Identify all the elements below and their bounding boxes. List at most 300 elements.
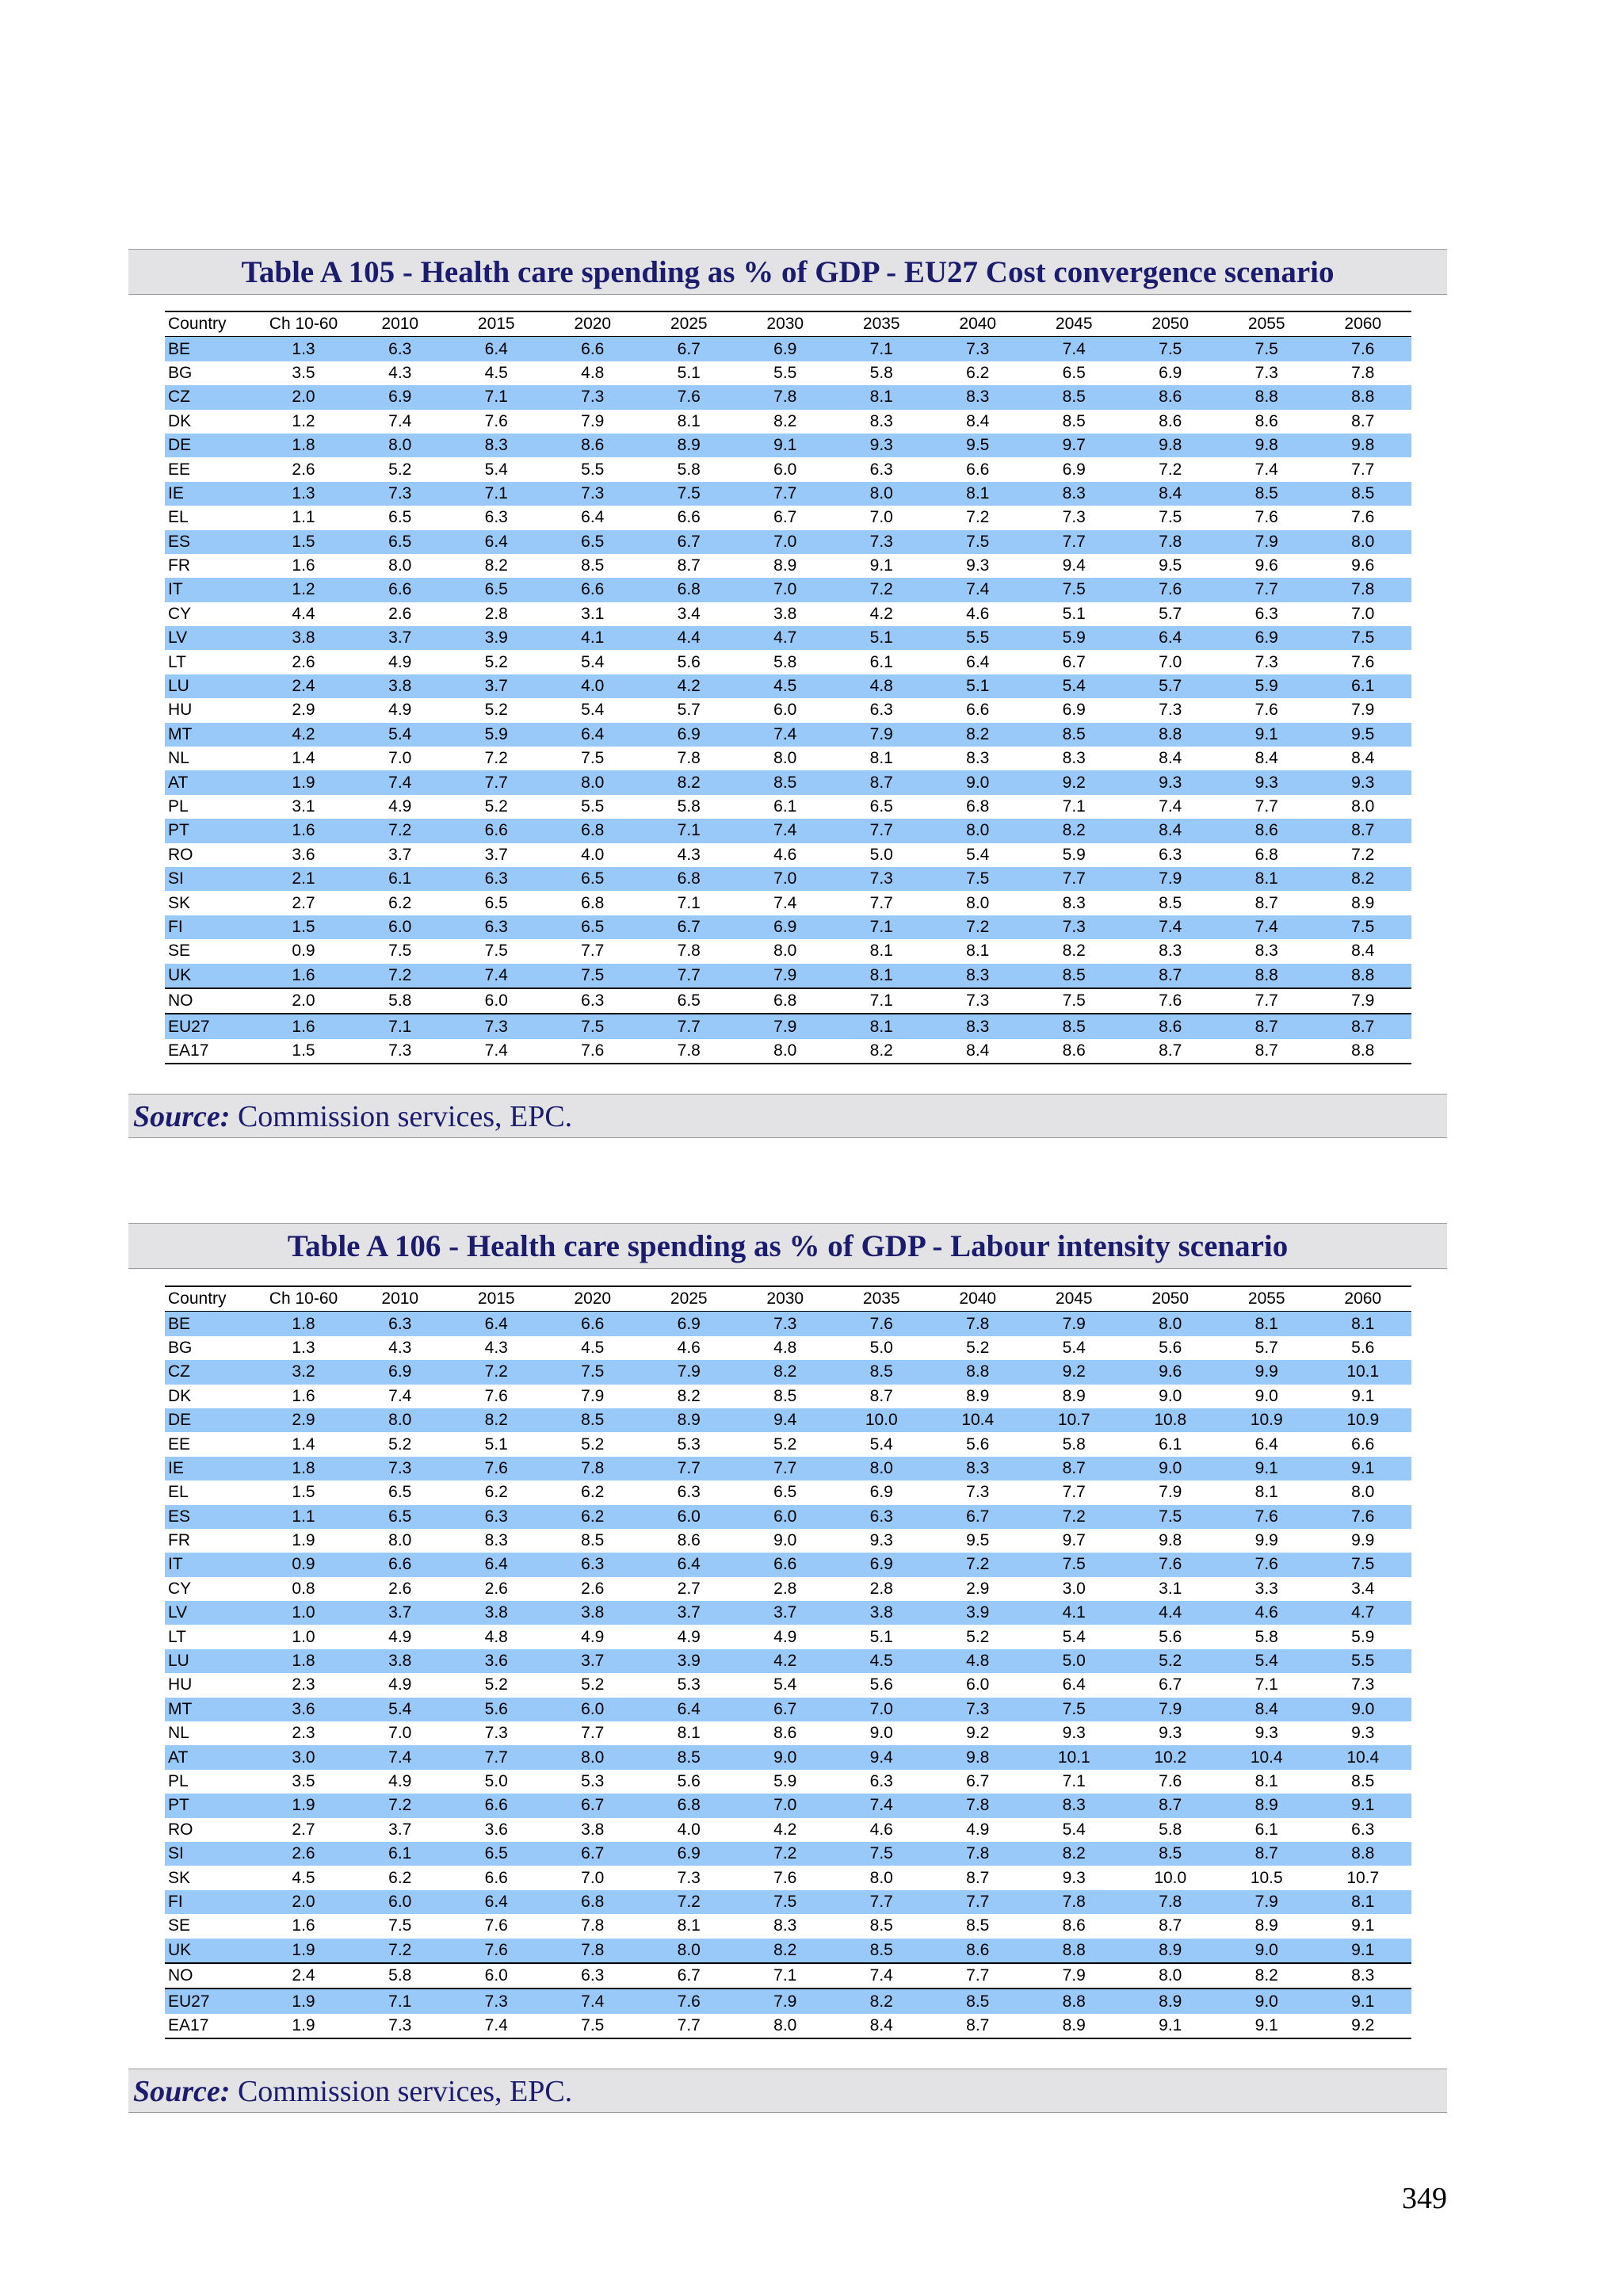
value-cell: 8.7 <box>1122 964 1219 988</box>
value-cell: 3.7 <box>737 1601 834 1625</box>
value-cell: 6.7 <box>966 1772 990 1790</box>
value-cell: 4.7 <box>737 626 834 650</box>
value-cell: 8.9 <box>1254 1916 1278 1935</box>
table-row <box>165 819 1411 842</box>
value-cell: 8.3 <box>484 1531 508 1550</box>
value-cell: 7.5 <box>1159 508 1182 527</box>
value-cell: 8.0 <box>1159 1966 1182 1985</box>
table-row <box>165 964 1411 988</box>
value-cell: 1.8 <box>255 1312 352 1336</box>
value-cell: 6.3 <box>1159 845 1182 864</box>
value-cell: 7.2 <box>352 1939 449 1963</box>
value-cell: 4.8 <box>930 1649 1026 1673</box>
value-cell: 6.0 <box>773 701 797 720</box>
value-cell: 3.6 <box>292 845 315 864</box>
value-cell: 2.9 <box>292 701 315 720</box>
value-cell: 5.5 <box>930 626 1026 650</box>
value-cell: 6.5 <box>677 991 701 1010</box>
value-cell: 7.9 <box>737 1014 834 1038</box>
value-cell: 3.8 <box>544 1601 641 1625</box>
value-cell: 9.9 <box>1219 1360 1316 1384</box>
value-cell: 5.9 <box>1219 674 1316 698</box>
value-cell: 8.0 <box>834 1457 930 1480</box>
column-header: 2025 <box>670 315 708 334</box>
value-cell: 9.1 <box>1254 2015 1278 2034</box>
value-cell: 7.2 <box>1026 1505 1123 1529</box>
value-cell: 10.9 <box>1219 1408 1316 1432</box>
value-cell: 7.7 <box>677 2015 701 2034</box>
value-cell: 7.9 <box>834 723 930 747</box>
value-cell: 1.3 <box>292 1338 315 1357</box>
value-cell: 6.6 <box>484 1868 508 1887</box>
page-number: 349 <box>1402 2182 1447 2215</box>
value-cell: 9.9 <box>1351 1531 1375 1550</box>
value-cell: 8.8 <box>1026 1988 1123 2013</box>
value-cell: 5.3 <box>677 1675 701 1694</box>
table-row <box>165 1649 1411 1673</box>
value-cell: 7.3 <box>1159 701 1182 720</box>
value-cell: 7.1 <box>834 337 930 361</box>
value-cell: 3.6 <box>255 1698 352 1721</box>
value-cell: 8.1 <box>930 482 1026 506</box>
value-cell: 6.9 <box>1219 626 1316 650</box>
column-header: 2050 <box>1151 315 1190 334</box>
table-row <box>165 1014 1411 1038</box>
value-cell: 6.3 <box>352 1312 449 1336</box>
value-cell: 1.5 <box>292 1041 315 1060</box>
value-cell: 4.5 <box>292 1868 315 1887</box>
value-cell: 9.0 <box>737 1745 834 1769</box>
value-cell: 1.1 <box>292 508 315 527</box>
value-cell: 8.4 <box>1351 749 1375 768</box>
value-cell: 4.3 <box>388 363 412 382</box>
value-cell: 10.7 <box>1346 1868 1380 1887</box>
value-cell: 2.3 <box>292 1675 315 1694</box>
value-cell: 8.5 <box>834 1360 930 1384</box>
value-cell: 5.0 <box>869 1338 893 1357</box>
value-cell: 5.7 <box>677 701 701 720</box>
value-cell: 9.5 <box>1315 723 1411 747</box>
value-cell: 1.6 <box>255 964 352 988</box>
value-cell: 2.7 <box>292 1820 315 1839</box>
value-cell: 1.4 <box>292 1435 315 1454</box>
value-cell: 6.2 <box>484 1483 508 1502</box>
value-cell: 9.1 <box>1351 1916 1375 1935</box>
value-cell: 6.5 <box>869 797 893 816</box>
value-cell: 5.1 <box>1062 604 1086 623</box>
value-cell: 7.7 <box>641 1014 738 1038</box>
value-cell: 7.9 <box>581 411 605 430</box>
value-cell: 7.0 <box>1159 652 1182 671</box>
table-row <box>165 1818 1411 1842</box>
value-cell: 9.3 <box>1219 770 1316 794</box>
table-row <box>165 385 1411 409</box>
value-cell: 6.3 <box>677 1483 701 1502</box>
value-cell: 1.4 <box>292 749 315 768</box>
value-cell: 8.0 <box>869 1868 893 1887</box>
country-cell: MT <box>165 1698 255 1721</box>
value-cell: 2.3 <box>292 1724 315 1743</box>
value-cell: 9.4 <box>834 1745 930 1769</box>
value-cell: 8.2 <box>1026 819 1123 842</box>
value-cell: 1.6 <box>255 819 352 842</box>
country-cell: PT <box>165 819 255 842</box>
value-cell: 8.3 <box>966 749 990 768</box>
value-cell: 5.6 <box>677 1772 701 1790</box>
value-cell: 5.2 <box>484 1675 508 1694</box>
value-cell: 7.3 <box>449 1014 545 1038</box>
table-row <box>165 939 1411 963</box>
value-cell: 7.4 <box>930 578 1026 602</box>
value-cell: 6.9 <box>641 1312 738 1336</box>
value-cell: 6.6 <box>544 1312 641 1336</box>
value-cell: 6.3 <box>352 337 449 361</box>
value-cell: 8.0 <box>773 942 797 961</box>
table-row <box>165 1625 1411 1648</box>
value-cell: 4.9 <box>388 797 412 816</box>
value-cell: 2.0 <box>292 991 315 1010</box>
value-cell: 2.9 <box>966 1579 990 1598</box>
country-cell: PL <box>168 797 189 816</box>
value-cell: 8.7 <box>1351 411 1375 430</box>
value-cell: 7.5 <box>1315 626 1411 650</box>
value-cell: 7.4 <box>1122 915 1219 939</box>
value-cell: 8.7 <box>1219 1014 1316 1038</box>
value-cell: 7.2 <box>1159 460 1182 479</box>
country-cell: RO <box>168 1820 193 1839</box>
value-cell: 8.7 <box>1315 1014 1411 1038</box>
table-row <box>165 626 1411 650</box>
value-cell: 9.5 <box>930 434 1026 457</box>
value-cell: 10.0 <box>1154 1868 1187 1887</box>
value-cell: 4.6 <box>677 1338 701 1357</box>
table-row <box>165 482 1411 506</box>
value-cell: 6.7 <box>641 337 738 361</box>
value-cell: 9.8 <box>1122 434 1219 457</box>
value-cell: 6.4 <box>1122 626 1219 650</box>
value-cell: 6.2 <box>966 363 990 382</box>
table-row <box>165 1577 1411 1601</box>
value-cell: 9.6 <box>1122 1360 1219 1384</box>
value-cell: 7.6 <box>834 1312 930 1336</box>
value-cell: 6.1 <box>352 867 449 891</box>
table-row <box>165 1601 1411 1625</box>
value-cell: 6.5 <box>544 530 641 554</box>
table-row <box>165 1698 1411 1721</box>
value-cell: 8.5 <box>1026 1014 1123 1038</box>
value-cell: 9.3 <box>1062 1724 1086 1743</box>
country-cell: NL <box>168 749 189 768</box>
value-cell: 10.2 <box>1122 1745 1219 1769</box>
value-cell: 8.0 <box>930 819 1026 842</box>
value-cell: 8.5 <box>1159 893 1182 912</box>
value-cell: 7.5 <box>930 867 1026 891</box>
value-cell: 7.7 <box>1254 797 1278 816</box>
value-cell: 1.3 <box>255 337 352 361</box>
value-cell: 7.5 <box>1122 1505 1219 1529</box>
value-cell: 8.6 <box>930 1939 1026 1963</box>
value-cell: 8.6 <box>677 1531 701 1550</box>
value-cell: 8.1 <box>677 411 701 430</box>
table-106 <box>165 1286 1411 2039</box>
table-row <box>165 891 1411 915</box>
value-cell: 6.5 <box>388 1483 412 1502</box>
value-cell: 7.4 <box>1159 797 1182 816</box>
value-cell: 2.6 <box>255 1842 352 1866</box>
table-row <box>165 1963 1411 1988</box>
value-cell: 4.3 <box>677 845 701 864</box>
value-cell: 7.7 <box>834 819 930 842</box>
country-cell: IE <box>165 1457 255 1480</box>
value-cell: 7.5 <box>1315 1553 1411 1576</box>
value-cell: 3.9 <box>930 1601 1026 1625</box>
value-cell: 7.4 <box>449 964 545 988</box>
country-cell: LU <box>165 674 255 698</box>
value-cell: 8.1 <box>966 942 990 961</box>
value-cell: 5.4 <box>1062 1820 1086 1839</box>
table-row <box>165 1939 1411 1963</box>
value-cell: 6.3 <box>484 508 508 527</box>
value-cell: 7.4 <box>388 1386 412 1405</box>
value-cell: 7.4 <box>773 893 797 912</box>
value-cell: 1.8 <box>255 434 352 457</box>
value-cell: 7.2 <box>1351 845 1375 864</box>
value-cell: 2.4 <box>255 674 352 698</box>
country-cell: PL <box>168 1772 189 1790</box>
value-cell: 4.5 <box>834 1649 930 1673</box>
country-cell: MT <box>165 723 255 747</box>
value-cell: 0.8 <box>292 1579 315 1598</box>
value-cell: 7.8 <box>677 942 701 961</box>
value-cell: 7.3 <box>966 1483 990 1502</box>
value-cell: 10.4 <box>1219 1745 1316 1769</box>
value-cell: 7.1 <box>1254 1675 1278 1694</box>
value-cell: 7.5 <box>388 942 412 961</box>
value-cell: 9.0 <box>1159 1386 1182 1405</box>
value-cell: 8.5 <box>966 1916 990 1935</box>
value-cell: 7.6 <box>1122 578 1219 602</box>
table-row <box>165 1457 1411 1480</box>
value-cell: 7.3 <box>544 385 641 409</box>
value-cell: 8.7 <box>966 2015 990 2034</box>
country-cell: SK <box>168 893 191 912</box>
value-cell: 5.6 <box>869 1675 893 1694</box>
country-cell: NO <box>168 991 193 1010</box>
value-cell: 2.4 <box>292 1966 315 1985</box>
value-cell: 1.0 <box>255 1601 352 1625</box>
value-cell: 4.1 <box>544 626 641 650</box>
table-row <box>165 337 1411 361</box>
value-cell: 5.4 <box>1219 1649 1316 1673</box>
value-cell: 1.8 <box>255 1649 352 1673</box>
column-header: 2030 <box>766 315 804 334</box>
value-cell: 7.1 <box>641 819 738 842</box>
value-cell: 7.5 <box>834 1842 930 1866</box>
value-cell: 6.0 <box>352 915 449 939</box>
value-cell: 4.3 <box>388 1338 412 1357</box>
value-cell: 5.8 <box>1062 1435 1086 1454</box>
value-cell: 8.0 <box>966 893 990 912</box>
value-cell: 8.0 <box>352 434 449 457</box>
value-cell: 7.4 <box>352 770 449 794</box>
value-cell: 8.4 <box>1122 819 1219 842</box>
value-cell: 9.2 <box>1026 1360 1123 1384</box>
value-cell: 2.6 <box>292 460 315 479</box>
value-cell: 9.3 <box>966 556 990 575</box>
value-cell: 1.9 <box>292 2015 315 2034</box>
table-row <box>165 1745 1411 1769</box>
table-row <box>165 602 1411 626</box>
value-cell: 8.6 <box>1159 411 1182 430</box>
value-cell: 7.6 <box>1122 1553 1219 1576</box>
value-cell: 4.6 <box>966 604 990 623</box>
value-cell: 4.9 <box>388 701 412 720</box>
value-cell: 8.1 <box>834 964 930 988</box>
value-cell: 6.4 <box>966 652 990 671</box>
value-cell: 6.8 <box>544 819 641 842</box>
value-cell: 9.1 <box>1219 1457 1316 1480</box>
value-cell: 7.6 <box>1351 508 1375 527</box>
value-cell: 9.1 <box>1219 723 1316 747</box>
value-cell: 8.6 <box>1122 1014 1219 1038</box>
value-cell: 8.7 <box>1219 1842 1316 1866</box>
value-cell: 5.4 <box>581 652 605 671</box>
value-cell: 5.3 <box>677 1435 701 1454</box>
value-cell: 8.2 <box>737 1939 834 1963</box>
value-cell: 9.1 <box>1351 1386 1375 1405</box>
value-cell: 6.5 <box>1062 363 1086 382</box>
country-cell: LT <box>168 652 186 671</box>
column-header: 2020 <box>574 1289 612 1308</box>
value-cell: 6.6 <box>449 819 545 842</box>
value-cell: 7.6 <box>1254 701 1278 720</box>
table-row <box>165 988 1411 1014</box>
value-cell: 6.4 <box>449 1312 545 1336</box>
value-cell: 6.8 <box>641 1794 738 1817</box>
value-cell: 8.5 <box>1026 723 1123 747</box>
value-cell: 8.7 <box>1254 893 1278 912</box>
table-105-source <box>128 1094 1447 1138</box>
value-cell: 6.5 <box>773 1483 797 1502</box>
value-cell: 6.3 <box>449 867 545 891</box>
value-cell: 6.9 <box>834 1553 930 1576</box>
value-cell: 8.0 <box>773 2015 797 2034</box>
value-cell: 9.1 <box>1315 1988 1411 2013</box>
value-cell: 8.5 <box>1315 482 1411 506</box>
table-106-source <box>128 2069 1447 2113</box>
value-cell: 8.3 <box>1159 942 1182 961</box>
country-cell: NO <box>168 1966 193 1985</box>
value-cell: 7.7 <box>1219 578 1316 602</box>
value-cell: 8.2 <box>869 1041 893 1060</box>
country-cell: UK <box>165 964 255 988</box>
value-cell: 7.0 <box>388 1724 412 1743</box>
value-cell: 8.5 <box>869 1916 893 1935</box>
value-cell: 7.1 <box>1062 1772 1086 1790</box>
value-cell: 8.7 <box>1026 1457 1123 1480</box>
value-cell: 7.5 <box>544 964 641 988</box>
country-cell: RO <box>168 845 193 864</box>
value-cell: 8.0 <box>352 1408 449 1432</box>
value-cell: 5.6 <box>1159 1627 1182 1646</box>
country-cell: CY <box>168 1579 192 1598</box>
table-row <box>165 1914 1411 1938</box>
table-row <box>165 554 1411 578</box>
value-cell: 6.9 <box>737 337 834 361</box>
country-cell: HU <box>168 1675 193 1694</box>
value-cell: 8.0 <box>388 1531 412 1550</box>
value-cell: 9.3 <box>1315 770 1411 794</box>
value-cell: 6.6 <box>544 337 641 361</box>
value-cell: 4.2 <box>737 1649 834 1673</box>
country-cell: AT <box>165 1745 255 1769</box>
value-cell: 8.0 <box>544 770 641 794</box>
column-header: 2030 <box>766 1289 804 1308</box>
value-cell: 8.4 <box>1351 942 1375 961</box>
value-cell: 5.8 <box>677 797 701 816</box>
value-cell: 7.4 <box>834 1794 930 1817</box>
column-header: 2015 <box>477 315 515 334</box>
value-cell: 3.8 <box>834 1601 930 1625</box>
value-cell: 7.8 <box>1315 578 1411 602</box>
value-cell: 8.1 <box>1219 867 1316 891</box>
country-cell: SE <box>168 942 191 961</box>
value-cell: 7.2 <box>449 1360 545 1384</box>
table-row <box>165 1039 1411 1064</box>
table-row <box>165 1360 1411 1384</box>
value-cell: 0.9 <box>255 1553 352 1576</box>
value-cell: 7.7 <box>641 1457 738 1480</box>
value-cell: 7.9 <box>1351 991 1375 1010</box>
value-cell: 9.2 <box>1026 770 1123 794</box>
table-row <box>165 915 1411 939</box>
value-cell: 7.5 <box>581 749 605 768</box>
column-header: 2010 <box>381 1289 419 1308</box>
value-cell: 6.2 <box>544 1505 641 1529</box>
country-cell: LU <box>165 1649 255 1673</box>
value-cell: 6.6 <box>966 701 990 720</box>
table-row <box>165 578 1411 602</box>
value-cell: 8.2 <box>737 1360 834 1384</box>
value-cell: 8.1 <box>1254 1772 1278 1790</box>
value-cell: 6.8 <box>641 867 738 891</box>
column-header: 2050 <box>1151 1289 1190 1308</box>
country-cell: CY <box>168 604 192 623</box>
value-cell: 6.7 <box>544 1794 641 1817</box>
value-cell: 8.2 <box>834 1988 930 2013</box>
value-cell: 7.5 <box>641 482 738 506</box>
value-cell: 7.4 <box>1026 337 1123 361</box>
value-cell: 9.3 <box>1159 1724 1182 1743</box>
value-cell: 6.4 <box>581 508 605 527</box>
value-cell: 4.5 <box>737 674 834 698</box>
value-cell: 6.6 <box>677 508 701 527</box>
value-cell: 10.1 <box>1315 1360 1411 1384</box>
value-cell: 7.6 <box>1159 991 1182 1010</box>
value-cell: 5.4 <box>484 460 508 479</box>
value-cell: 8.0 <box>773 1041 797 1060</box>
value-cell: 5.2 <box>484 701 508 720</box>
value-cell: 7.5 <box>484 942 508 961</box>
value-cell: 8.2 <box>641 770 738 794</box>
value-cell: 7.7 <box>737 482 834 506</box>
value-cell: 1.0 <box>292 1627 315 1646</box>
source-text: Commission services, EPC. <box>230 2075 573 2108</box>
value-cell: 6.3 <box>449 1505 545 1529</box>
country-cell: CZ <box>165 385 255 409</box>
value-cell: 8.6 <box>1219 819 1316 842</box>
value-cell: 8.3 <box>1026 482 1123 506</box>
